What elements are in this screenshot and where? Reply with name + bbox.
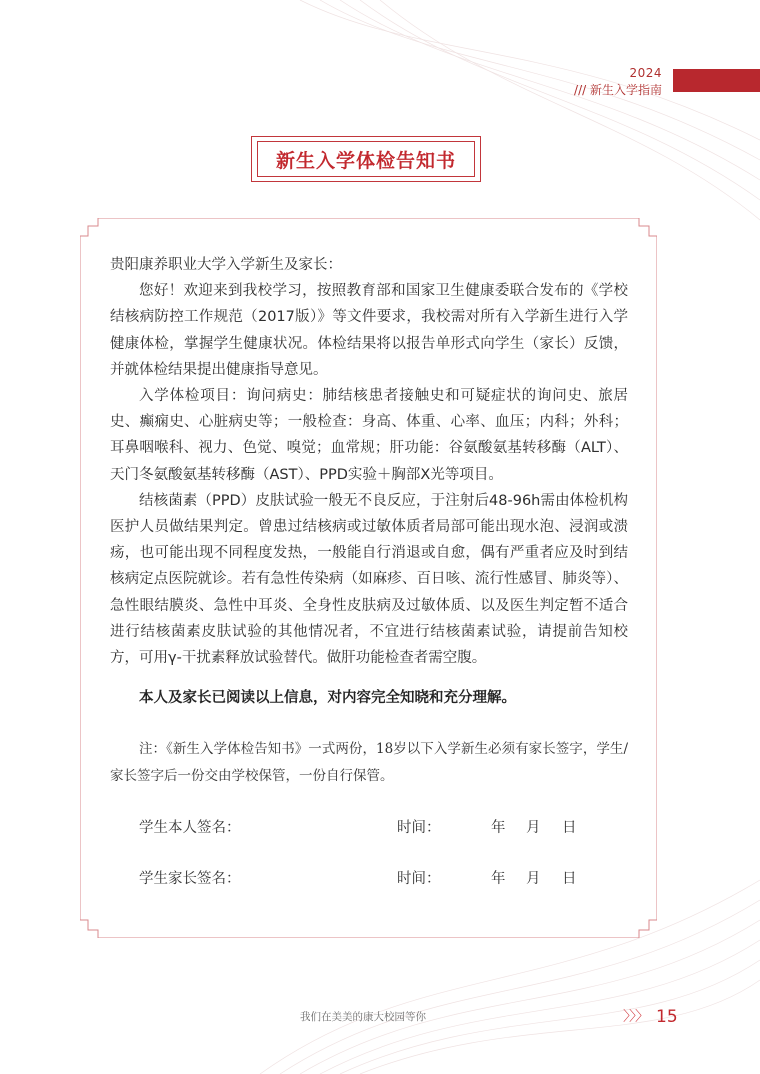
page-title: 新生入学体检告知书 <box>275 149 456 172</box>
header-year: 2024 <box>629 66 662 80</box>
student-time-label: 时间： <box>397 820 441 836</box>
parent-year-label: 年 <box>491 871 506 887</box>
student-year-label: 年 <box>491 820 506 836</box>
header-accent-bar <box>673 69 760 92</box>
note: 注：《新生入学体检告知书》一式两份，18岁以下入学新生必须有家长签字，学生/家长签字后一份交由学校保管，一份自行保管。 <box>110 741 628 784</box>
student-signature-label: 学生本人签名： <box>139 820 241 836</box>
page-number: 15 <box>656 1007 678 1027</box>
title-badge <box>251 136 481 182</box>
footer-slogan: 我们在美美的康大校园等你 <box>300 1011 426 1023</box>
paragraph-intro: 您好！欢迎来到我校学习，按照教育部和国家卫生健康委联合发布的《学校结核病防控工作规范（2017版）》等文件要求，我校需对所有入学新生进行入学健康体检，掌握学生健康状况。体检结果将以报告单形式向学生（家长）反馈，并就体检结果提出健康指导意见。 <box>110 283 628 378</box>
acknowledgement: 本人及家长已阅读以上信息，对内容完全知晓和充分理解。 <box>139 690 516 706</box>
parent-signature-row <box>139 867 589 889</box>
chevron-right-icon: 〉〉〉 <box>623 1009 648 1025</box>
parent-signature-label: 学生家长签名： <box>139 871 241 887</box>
parent-day-label: 日 <box>562 871 577 887</box>
salutation: 贵阳康养职业大学入学新生及家长： <box>110 257 342 273</box>
letter-body <box>110 252 628 671</box>
student-month-label: 月 <box>526 820 541 836</box>
paragraph-ppd-test: 结核菌素（PPD）皮肤试验一般无不良反应，于注射后48-96h需由体检机构医护人员做结果判定。曾患过结核病或过敏体质者局部可能出现水泡、浸润或溃疡，也可能出现不同程度发热，一般能自行消退或自愈，偶有严重者应及时到结核病定点医院就诊。若有急性传染病（如麻疹、百日咳、流行性感冒、肺炎等）、急性眼结膜炎、急性中耳炎、全身性皮肤病及过敏体质、以及医生判定暂不适合进行结核菌素皮肤试验的其他情况者，不宜进行结核菌素试验，请提前告知校方，可用γ-干扰素释放试验替代。做肝功能检查者需空腹。 <box>110 492 628 667</box>
student-signature-row <box>139 816 589 838</box>
student-day-label: 日 <box>562 820 577 836</box>
parent-month-label: 月 <box>526 871 541 887</box>
title-inner-border <box>257 141 475 177</box>
parent-time-label: 时间： <box>397 871 441 887</box>
paragraph-exam-items: 入学体检项目：询问病史：肺结核患者接触史和可疑症状的询问史、旅居史、癫痫史、心脏病史等；一般检查：身高、体重、心率、血压；内科；外科；耳鼻咽喉科、视力、色觉、嗅觉；血常规；肝功能：谷氨酸氨基转移酶（ALT）、天门冬氨酸氨基转移酶（AST）、PPD实验＋胸部X光等项目。 <box>110 388 628 483</box>
header-subtitle: /// 新生入学指南 <box>574 83 662 97</box>
